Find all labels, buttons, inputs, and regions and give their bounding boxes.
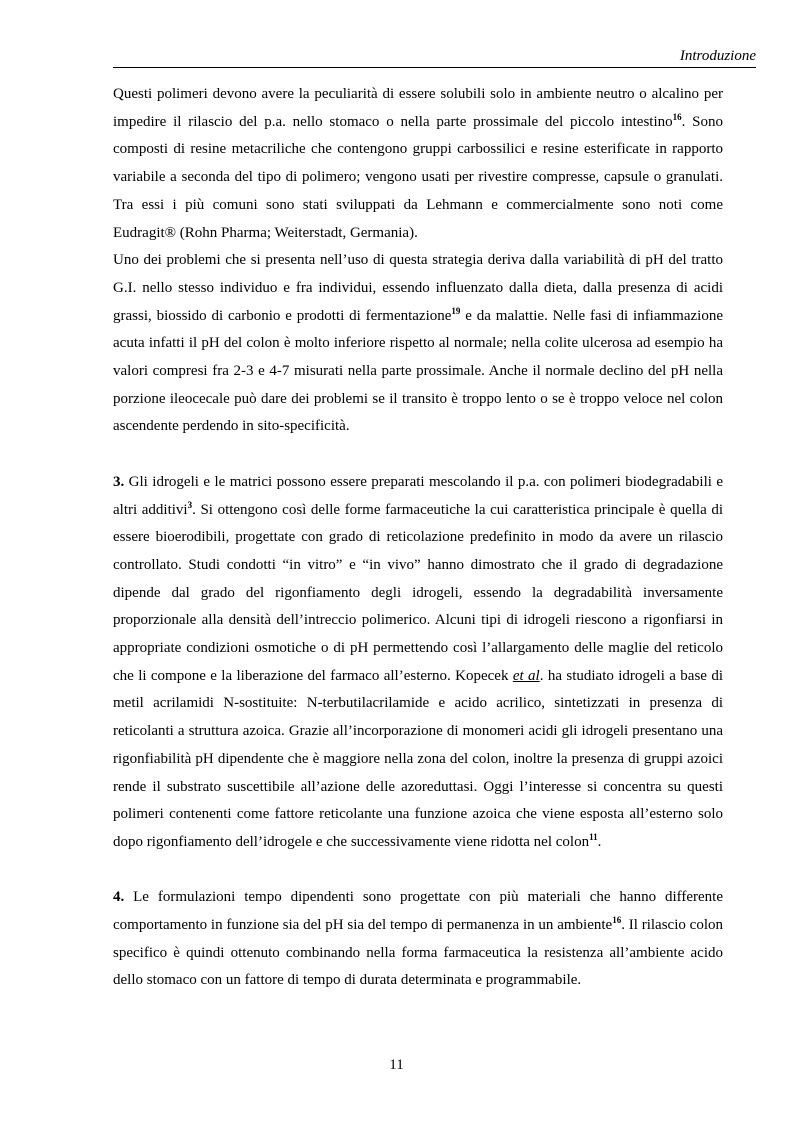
header-title: Introduzione bbox=[679, 48, 756, 64]
paragraph-1 bbox=[113, 81, 723, 247]
text-run: Gli idrogeli e le matrici possono essere preparati mescolando il p.a. con polimeri biodegradabili e altri additivi bbox=[113, 473, 723, 518]
citation-ref: 3 bbox=[187, 499, 193, 510]
text-run: e da malattie. Nelle fasi di infiammazione acuta infatti il pH del colon è molto inferiore rispetto al normale; nella colite ulcerosa ad esempio ha valori compresi fra 2-3 e 4-7 misurati nella parte prossimale. Anche il normale declino del pH nella porzione ileocecale può dare dei problemi se il transito è troppo lento o se è troppo veloce nel colon ascendente perdendo in sito-specificità. bbox=[113, 307, 723, 435]
citation-ref: 11 bbox=[589, 831, 598, 842]
citation-ref: 16 bbox=[672, 111, 682, 122]
paragraph-3 bbox=[113, 469, 723, 857]
text-run: Questi polimeri devono avere la peculiarità di essere solubili solo in ambiente neutro o alcalino per impedire il rilascio del p.a. nello stomaco o nella parte prossimale del piccolo intestino bbox=[113, 86, 723, 130]
section-number: 4. bbox=[113, 889, 125, 906]
citation-ref: 16 bbox=[612, 915, 622, 926]
citation-ref: 19 bbox=[451, 305, 461, 316]
text-run: . Il rilascio colon specifico è quindi ottenuto combinando nella forma farmaceutica la resistenza all’ambiente acido dello stomaco con un fattore di tempo di durata determinata e programmabile. bbox=[113, 917, 723, 989]
text-run: . ha studiato idrogeli a base di metil acrilamidi N-sostituite: N-terbutilacrilamide e acido acrilico, sintetizzati in presenza di reticolanti a struttura azoica. Grazie all’incorporazione di monomeri acidi gli idrogeli presentano una rigonfiabilità pH dipendente che è maggiore nella zona del colon, inoltre la presenza di gruppi azoici rende il substrato suscettibile all’azione delle azoreduttasi. Oggi l’interesse si concentra su questi polimeri contenenti come fattore reticolante una funzione azoica che viene esposta all’esterno solo dopo rigonfiamento dell’idrogele e che successivamente viene ridotta nel colon bbox=[113, 667, 723, 850]
paragraph-2 bbox=[113, 247, 723, 441]
page-header bbox=[113, 47, 756, 68]
body-text bbox=[113, 81, 723, 995]
text-run: . Sono composti di resine metacriliche che contengono gruppi carbossilici e resine esterificate in rapporto variabile a seconda del tipo di polimero; vengono usati per rivestire compresse, capsule o granulati. Tra essi i più comuni sono stati sviluppati da Lehmann e commercialmente sono noti come Eudragit® (Rohn Pharma; Weiterstadt, Germania). bbox=[113, 113, 723, 241]
page-number: 11 bbox=[389, 1057, 404, 1073]
section-number: 3. bbox=[113, 473, 125, 490]
text-run: Uno dei problemi che si presenta nell’uso di questa strategia deriva dalla variabilità di pH del tratto G.I. nello stesso individuo e fra individui, essendo influenzato dalla dieta, dalla presenza di acidi grassi, biossido di carbonio e prodotti di fermentazione bbox=[113, 252, 723, 324]
text-run: Le formulazioni tempo dipendenti sono progettate con più materiali che hanno differente comportamento in funzione sia del pH sia del tempo di permanenza in un ambiente bbox=[113, 889, 723, 934]
paragraph-4 bbox=[113, 884, 723, 995]
paragraph-spacer bbox=[113, 441, 723, 469]
text-run: . bbox=[597, 833, 602, 850]
et-al-link: et al bbox=[512, 667, 540, 684]
text-run: . Si ottengono così delle forme farmaceutiche la cui caratteristica principale è quella di essere bioerodibili, progettate con grado di reticolazione predefinito in modo da avere un rilascio controllato. Studi condotti “in vitro” e “in vivo” hanno dimostrato che il grado di degradazione dipende dal grado del rigonfiamento degli idrogeli, essendo la degradabilità inversamente proporzionale alla densità dell’intreccio polimerico. Alcuni tipi di idrogeli riescono a rigonfiarsi in appropriate condizioni osmotiche o di pH permettendo così l’allargamento delle maglie del reticolo che li compone e la liberazione del farmaco all’esterno. Kopecek bbox=[113, 501, 723, 684]
paragraph-spacer bbox=[113, 857, 723, 885]
